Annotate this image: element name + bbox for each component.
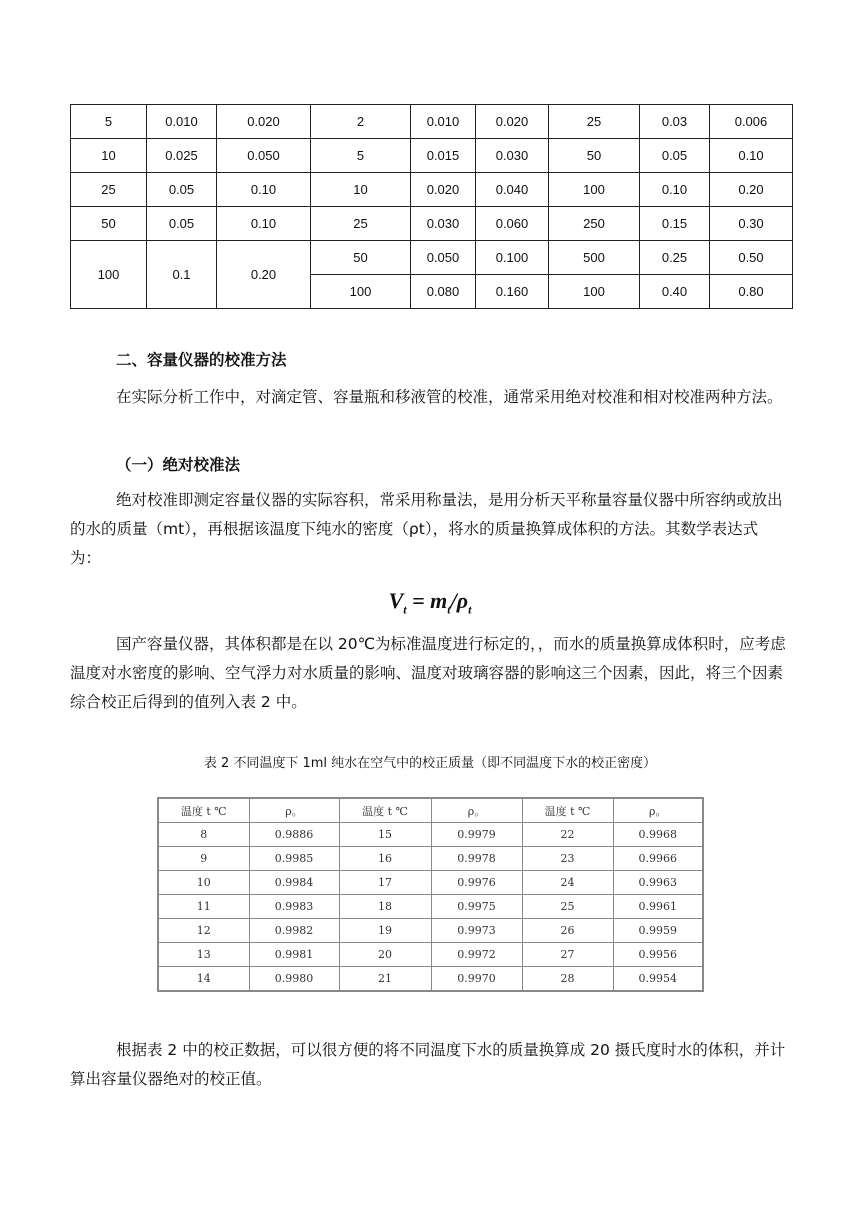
- table-row: [158, 943, 703, 967]
- table-cell: 5: [71, 105, 147, 139]
- table-cell: 25: [71, 173, 147, 207]
- table-cell: 25: [549, 105, 640, 139]
- table-cell: 0.020: [217, 105, 311, 139]
- table-cell: 17: [339, 871, 431, 895]
- table-cell: 0.050: [217, 139, 311, 173]
- table-cell: 0.160: [476, 275, 549, 309]
- table-cell: 0.100: [476, 241, 549, 275]
- paragraph-conclusion: 根据表 2 中的校正数据，可以很方便的将不同温度下水的质量换算成 20 摄氏度时水的体积，并计算出容量仪器绝对的校正值。: [70, 1041, 786, 1088]
- table-cell: 0.9980: [249, 967, 339, 992]
- table-cell: 16: [339, 847, 431, 871]
- table-cell: 100: [311, 275, 411, 309]
- table-cell-merged: 0.20: [217, 241, 311, 309]
- table-cell: 12: [158, 919, 249, 943]
- table-cell: 0.9972: [431, 943, 522, 967]
- table-cell: 19: [339, 919, 431, 943]
- table-cell: 0.10: [217, 173, 311, 207]
- table-cell: 0.05: [147, 173, 217, 207]
- table-cell: 0.040: [476, 173, 549, 207]
- table-cell: 0.9983: [249, 895, 339, 919]
- table-cell-merged: 0.1: [147, 241, 217, 309]
- table-row: [158, 823, 703, 847]
- table-cell: 0.030: [476, 139, 549, 173]
- table-cell: 0.010: [147, 105, 217, 139]
- table-cell: 28: [522, 967, 613, 992]
- table-row: [158, 871, 703, 895]
- table-cell: 10: [71, 139, 147, 173]
- table-row: [158, 895, 703, 919]
- table-row: [71, 241, 793, 275]
- table-cell: 50: [311, 241, 411, 275]
- table-cell: 0.9968: [613, 823, 703, 847]
- table-cell: 0.010: [411, 105, 476, 139]
- table-cell: 20: [339, 943, 431, 967]
- table-row: [158, 967, 703, 992]
- table-cell: 0.10: [217, 207, 311, 241]
- table-cell: 0.060: [476, 207, 549, 241]
- table-cell: 0.9978: [431, 847, 522, 871]
- table-row: [158, 919, 703, 943]
- table-row: [158, 847, 703, 871]
- table-cell: 0.006: [710, 105, 793, 139]
- table-cell: 2: [311, 105, 411, 139]
- table-cell: 5: [311, 139, 411, 173]
- table-cell: 0.9886: [249, 823, 339, 847]
- table-cell: 22: [522, 823, 613, 847]
- table-cell: 27: [522, 943, 613, 967]
- table-cell: 0.9979: [431, 823, 522, 847]
- table-cell: 0.080: [411, 275, 476, 309]
- table-header-cell: ρ。: [431, 798, 522, 823]
- formula: $V_t = m_t/\rho_t$: [388, 588, 472, 617]
- table-cell: 21: [339, 967, 431, 992]
- table-cell: 18: [339, 895, 431, 919]
- table-header-cell: 温度 t ℃: [339, 798, 431, 823]
- table-cell: 0.10: [640, 173, 710, 207]
- table-cell: 15: [339, 823, 431, 847]
- table-cell: 0.020: [411, 173, 476, 207]
- table-cell: 250: [549, 207, 640, 241]
- paragraph-temperature-factors: 国产容量仪器，其体积都是在以 20℃为标准温度进行标定的，，而水的质量换算成体积时，应考虑温度对水密度的影响、空气浮力对水质量的影响、温度对玻璃容器的影响这三个因素，因此，将三个因素综合校正后得到的值列入表 2 中。: [70, 635, 786, 711]
- table-cell: 0.9975: [431, 895, 522, 919]
- table-row: [71, 207, 793, 241]
- table-cell: 0.9973: [431, 919, 522, 943]
- table-cell: 100: [549, 173, 640, 207]
- table-cell: 0.025: [147, 139, 217, 173]
- section-heading: 二、容量仪器的校准方法: [116, 351, 287, 369]
- table-cell: 13: [158, 943, 249, 967]
- table-cell: 0.9981: [249, 943, 339, 967]
- table-cell: 0.030: [411, 207, 476, 241]
- table-cell: 0.20: [710, 173, 793, 207]
- table-cell: 0.9966: [613, 847, 703, 871]
- table-cell: 0.9982: [249, 919, 339, 943]
- table-cell: 0.9959: [613, 919, 703, 943]
- table-cell: 25: [311, 207, 411, 241]
- paragraph-intro: 在实际分析工作中，对滴定管、容量瓶和移液管的校准，通常采用绝对校准和相对校准两种方法。: [116, 388, 783, 406]
- table-cell: 0.25: [640, 241, 710, 275]
- table-cell: 23: [522, 847, 613, 871]
- tolerance-table: [70, 104, 793, 309]
- table-cell: 0.9954: [613, 967, 703, 992]
- table-header-cell: ρ。: [613, 798, 703, 823]
- table-header-cell: 温度 t ℃: [158, 798, 249, 823]
- table-cell: 0.40: [640, 275, 710, 309]
- table-row: [71, 139, 793, 173]
- density-table: [157, 797, 704, 992]
- table-cell: 0.9976: [431, 871, 522, 895]
- table-cell-merged: 100: [71, 241, 147, 309]
- table-cell: 0.50: [710, 241, 793, 275]
- table-cell: 14: [158, 967, 249, 992]
- table-cell: 0.30: [710, 207, 793, 241]
- table-cell: 0.9963: [613, 871, 703, 895]
- table-cell: 25: [522, 895, 613, 919]
- table-cell: 500: [549, 241, 640, 275]
- table-cell: 0.05: [147, 207, 217, 241]
- table-header-cell: 温度 t ℃: [522, 798, 613, 823]
- table-cell: 0.015: [411, 139, 476, 173]
- table2-caption: 表 2 不同温度下 1ml 纯水在空气中的校正质量（即不同温度下水的校正密度）: [203, 756, 657, 771]
- table-cell: 0.10: [710, 139, 793, 173]
- table-cell: 0.020: [476, 105, 549, 139]
- table-cell: 50: [549, 139, 640, 173]
- table-cell: 0.9984: [249, 871, 339, 895]
- table-cell: 0.050: [411, 241, 476, 275]
- table-cell: 9: [158, 847, 249, 871]
- table-cell: 0.03: [640, 105, 710, 139]
- table-cell: 26: [522, 919, 613, 943]
- table-cell: 8: [158, 823, 249, 847]
- paragraph-absolute-calibration: 绝对校准即测定容量仪器的实际容积，常采用称量法，是用分析天平称量容量仪器中所容纳或放出的水的质量（mt），再根据该温度下纯水的密度（ρt），将水的质量换算成体积的方法。其数学表达式为：: [70, 491, 783, 567]
- table-cell: 0.9970: [431, 967, 522, 992]
- table-cell: 0.05: [640, 139, 710, 173]
- subheading-absolute-calibration: （一）绝对校准法: [116, 456, 241, 474]
- table-cell: 50: [71, 207, 147, 241]
- table-cell: 24: [522, 871, 613, 895]
- table-row: [71, 173, 793, 207]
- table-cell: 10: [311, 173, 411, 207]
- table-cell: 100: [549, 275, 640, 309]
- table-cell: 0.80: [710, 275, 793, 309]
- table-cell: 0.9956: [613, 943, 703, 967]
- table-cell: 10: [158, 871, 249, 895]
- table-cell: 0.9985: [249, 847, 339, 871]
- table-cell: 0.15: [640, 207, 710, 241]
- table-header-cell: ρ。: [249, 798, 339, 823]
- table-row: [71, 105, 793, 139]
- table-cell: 11: [158, 895, 249, 919]
- table-cell: 0.9961: [613, 895, 703, 919]
